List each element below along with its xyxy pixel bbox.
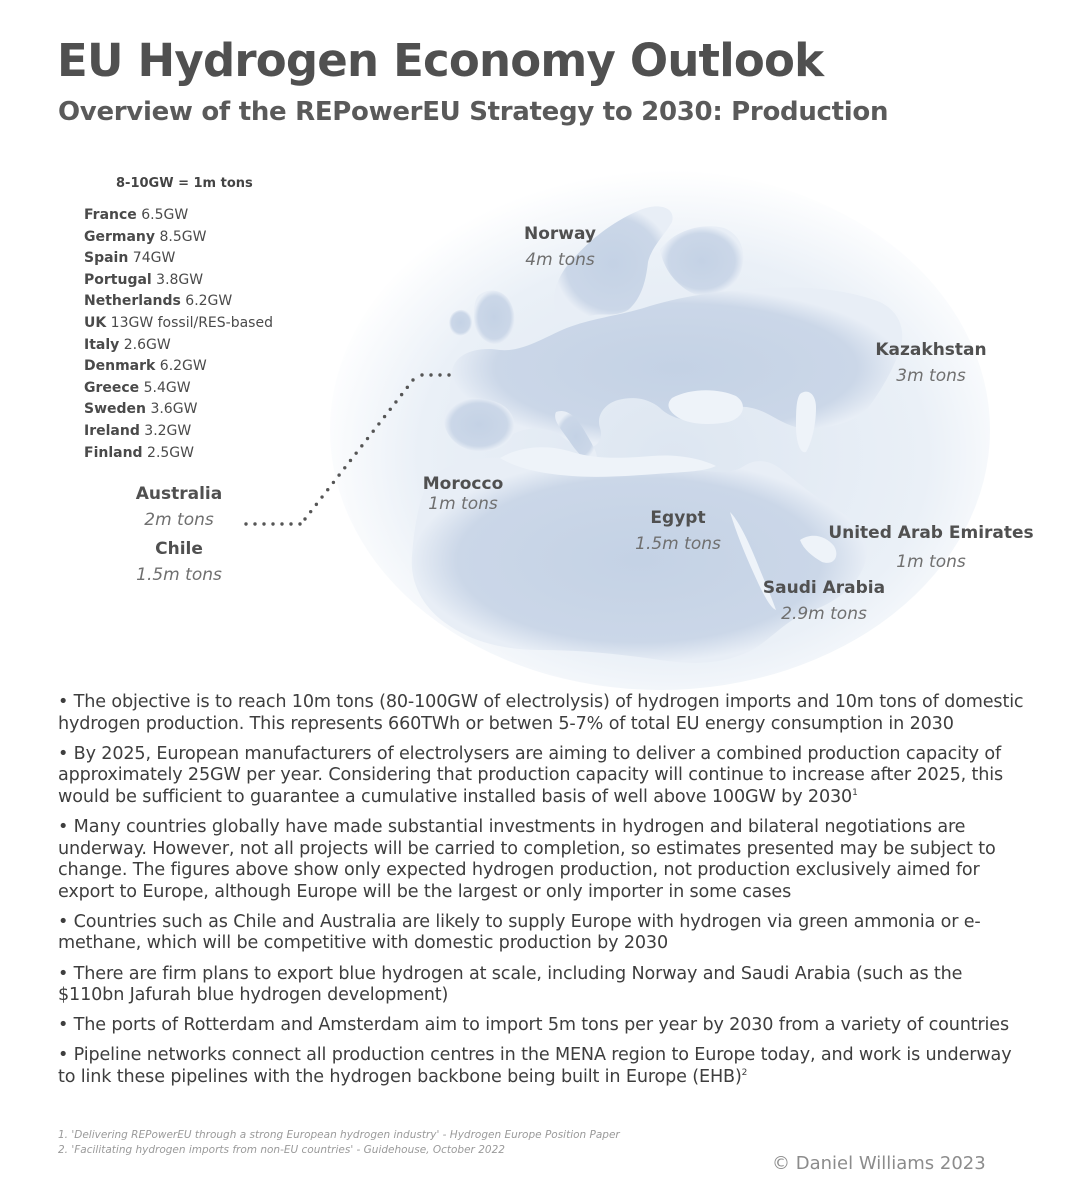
route-dot <box>320 495 323 498</box>
kazakhstan-value: 3m tons <box>896 366 966 386</box>
route-dot <box>289 522 292 525</box>
label-norway <box>524 224 596 270</box>
route-dot <box>389 408 392 411</box>
capacity-item <box>84 205 273 227</box>
capacity-country: Sweden <box>84 401 146 418</box>
chile-name: Chile <box>155 539 203 559</box>
route-dot <box>372 430 375 433</box>
capacity-value: 6.2GW <box>159 358 207 375</box>
australia-name: Australia <box>135 484 223 504</box>
route-dot <box>400 393 403 396</box>
bullet-item: • Pipeline networks connect all production centres in the MENA region to Europe today, and work is underway to link these pipelines with the hydrogen backbone being built in Europe (EHB)$^2$ <box>58 1045 1012 1087</box>
route-dot <box>420 373 423 376</box>
egypt-value: 1.5m tons <box>635 534 721 554</box>
bullet-item: • The ports of Rotterdam and Amsterdam aim to import 5m tons per year by 2030 from a variety of countries <box>58 1015 1009 1036</box>
capacity-country: Spain <box>84 250 129 267</box>
capacity-item <box>84 443 273 465</box>
capacity-country: Denmark <box>84 358 156 375</box>
capacity-value: 3.8GW <box>156 271 204 288</box>
route-dot <box>326 488 329 491</box>
footnotes <box>58 1128 620 1158</box>
legend-conversion: 8-10GW = 1m tons <box>116 176 253 191</box>
route-dot <box>309 510 312 513</box>
kazakhstan-name: Kazakhstan <box>875 340 987 360</box>
capacity-value: 6.5GW <box>141 207 189 223</box>
capacity-value: 74GW <box>132 250 176 267</box>
route-dot <box>271 522 274 525</box>
route-dot <box>406 386 409 389</box>
chile-value: 1.5m tons <box>136 565 222 585</box>
bullet-item: • The objective is to reach 10m tons (80-100GW of electrolysis) of hydrogen imports and 10m tons of domestic hydrogen production. This represents 660TWh or betwen 5-7% of total EU energy consumption in 2030 <box>58 692 1024 734</box>
route-dot <box>262 522 265 525</box>
morocco-value: 1m tons <box>428 494 498 514</box>
route-dot <box>349 459 352 462</box>
capacity-list <box>84 205 273 464</box>
capacity-item <box>84 227 273 249</box>
capacity-value: 5.4GW <box>143 379 191 396</box>
capacity-country: France <box>84 207 137 223</box>
page-title: EU Hydrogen Economy Outlook <box>57 34 824 87</box>
page-subtitle: Overview of the REPowerEU Strategy to 2030: Production <box>58 97 889 127</box>
capacity-item <box>84 335 273 357</box>
footnote-2: 2. 'Facilitating hydrogen imports from non-EU countries' - Guidehouse, October 2022 <box>58 1144 505 1156</box>
capacity-item <box>84 270 273 292</box>
copyright: © Daniel Williams 2023 <box>772 1153 986 1174</box>
route-dot <box>438 373 441 376</box>
label-australia <box>136 484 223 530</box>
morocco-name: Morocco <box>422 474 504 494</box>
label-morocco <box>423 474 504 514</box>
capacity-value: 13GW fossil/RES-based <box>110 314 273 331</box>
route-dot <box>303 517 306 520</box>
route-dot <box>447 373 450 376</box>
australia-value: 2m tons <box>144 510 214 530</box>
route-dot <box>253 522 256 525</box>
route-dot <box>337 473 340 476</box>
footnote-ref: 1 <box>852 788 858 799</box>
footnote-1: 1. 'Delivering REPowerEU through a strong European hydrogen industry' - Hydrogen Europe Position Paper <box>58 1129 620 1141</box>
route-dot <box>411 378 414 381</box>
capacity-item <box>84 291 273 313</box>
route-dot <box>332 481 335 484</box>
capacity-value: 2.5GW <box>147 444 194 461</box>
norway-value: 4m tons <box>525 250 595 270</box>
label-egypt <box>635 508 721 554</box>
bullet-item: • By 2025, European manufacturers of electrolysers are aiming to deliver a combined production capacity of approximately 25GW per year. Considering that production capacity will continue to increase after 2025, this would be sufficient to guarantee a cumulative installed basis of well above 100GW by 2030$^1$ <box>58 743 1004 807</box>
capacity-value: 2.6GW <box>123 336 171 353</box>
route-dot <box>315 503 318 506</box>
route-dot <box>360 444 363 447</box>
capacity-value: 8.5GW <box>159 228 207 245</box>
capacity-value: 6.2GW <box>185 293 233 310</box>
capacity-country: Germany <box>84 228 156 245</box>
route-dot <box>354 451 357 454</box>
route-dot <box>298 522 301 525</box>
capacity-country: Ireland <box>84 422 140 439</box>
norway-name: Norway <box>523 224 597 244</box>
uae-name: United Arab Emirates <box>828 523 1034 543</box>
capacity-item <box>84 399 273 421</box>
capacity-item <box>84 356 273 378</box>
saudi-name: Saudi Arabia <box>762 578 886 598</box>
capacity-country: Italy <box>84 336 120 353</box>
capacity-item <box>84 421 273 443</box>
route-dot <box>377 422 380 425</box>
capacity-value: 3.6GW <box>150 401 198 418</box>
key-points-list <box>58 692 1033 1097</box>
capacity-country: Portugal <box>84 271 152 288</box>
bullet-item: • Many countries globally have made substantial investments in hydrogen and bilateral negotiations are underway. However, not all projects will be carried to completion, so estimates presented may be subject to change. The figures above show only expected hydrogen production, not production exclusively aimed for export to Europe, although Europe will be the largest or only importer in some cases <box>58 816 996 902</box>
uae-value: 1m tons <box>896 552 966 572</box>
label-chile <box>136 539 222 585</box>
capacity-country: Finland <box>84 444 143 461</box>
route-dot <box>383 415 386 418</box>
capacity-country: UK <box>84 314 107 331</box>
capacity-item <box>84 378 273 400</box>
capacity-value: 3.2GW <box>144 422 192 439</box>
footnote-ref: 2 <box>741 1068 748 1079</box>
saudi-value: 2.9m tons <box>781 604 867 624</box>
route-dot <box>429 373 432 376</box>
label-saudi-arabia <box>763 578 885 624</box>
route-dot <box>280 522 283 525</box>
route-dot <box>394 400 397 403</box>
capacity-country: Netherlands <box>84 293 181 310</box>
capacity-item <box>84 313 273 335</box>
label-kazakhstan <box>875 340 986 386</box>
bullet-item: • Countries such as Chile and Australia are likely to supply Europe with hydrogen via green ammonia or e-methane, which will be competitive with domestic production by 2030 <box>58 911 981 954</box>
route-dot <box>343 466 346 469</box>
bullet-item: • There are firm plans to export blue hydrogen at scale, including Norway and Saudi Arabia (such as the $110bn Jafurah blue hydrogen development) <box>58 963 963 1006</box>
route-dot <box>244 522 247 525</box>
capacity-item <box>84 248 273 270</box>
ireland-landmass <box>449 310 472 336</box>
route-dot <box>366 437 369 440</box>
egypt-name: Egypt <box>650 508 706 528</box>
label-uae <box>828 523 1033 572</box>
capacity-country: Greece <box>84 379 140 396</box>
